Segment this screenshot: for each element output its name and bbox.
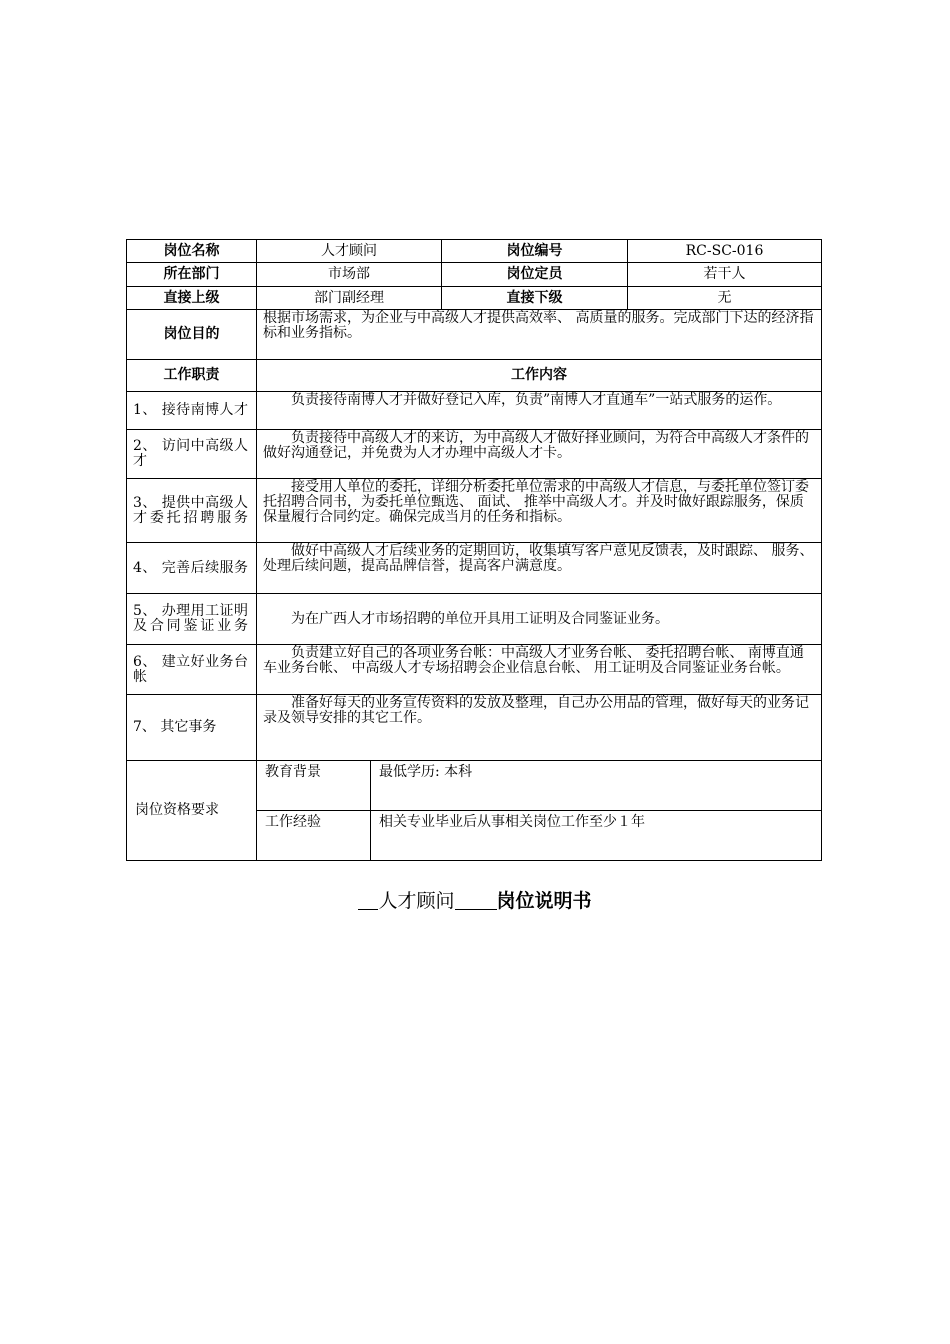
department-value: 市场部: [257, 263, 442, 287]
duty-title: 6、 建立好业务台帐: [127, 645, 257, 695]
duty-row: [127, 695, 822, 761]
headcount-value: 若干人: [628, 263, 822, 287]
duty-title: 4、 完善后续服务: [127, 543, 257, 594]
row-supervisor: [127, 287, 822, 310]
row-department: [127, 263, 822, 287]
title-underline: [455, 908, 497, 910]
duty-title: 7、 其它事务: [127, 695, 257, 761]
supervisor-label: 直接上级: [127, 287, 257, 310]
title-underline: [358, 908, 378, 910]
document-title: [0, 886, 950, 913]
duty-title: 5、 办理用工证明及合同鉴证业务: [127, 594, 257, 645]
position-name-label: 岗位名称: [127, 240, 257, 263]
duty-title: 1、 接待南博人才: [127, 392, 257, 430]
duty-row: [127, 430, 822, 479]
duties-header-right: 工作内容: [257, 360, 822, 392]
qualifications-label: 岗位资格要求: [127, 761, 257, 861]
duty-row: [127, 594, 822, 645]
row-duties-header: [127, 360, 822, 392]
headcount-label: 岗位定员: [442, 263, 628, 287]
duty-content: 接受用人单位的委托，详细分析委托单位需求的中高级人才信息，与委托单位签订委托招聘合同书，为委托单位甄选、 面试、 推举中高级人才。并及时做好跟踪服务，保质保量履行合同约定。确保完成当月的任务和指标。: [257, 479, 822, 543]
education-label: 教育背景: [257, 761, 371, 811]
duties-header-left: 工作职责: [127, 360, 257, 392]
row-education: [127, 761, 822, 811]
education-value: 最低学历: 本科: [371, 761, 822, 811]
supervisor-value: 部门副经理: [257, 287, 442, 310]
row-purpose: [127, 310, 822, 360]
position-code-label: 岗位编号: [442, 240, 628, 263]
duty-row: [127, 392, 822, 430]
purpose-label: 岗位目的: [127, 310, 257, 360]
duty-content: 负责接待南博人才并做好登记入库，负责”南博人才直通车”一站式服务的运作。: [257, 392, 822, 430]
purpose-text: 根据市场需求，为企业与中高级人才提供高效率、 高质量的服务。完成部门下达的经济指标和业务指标。: [257, 310, 822, 360]
duty-content: 做好中高级人才后续业务的定期回访，收集填写客户意见反馈表，及时跟踪、 服务、 处理后续问题，提高品牌信誉，提高客户满意度。: [257, 543, 822, 594]
title-suffix: 岗位说明书: [496, 890, 592, 912]
subordinate-label: 直接下级: [442, 287, 628, 310]
duty-content: 准备好每天的业务宣传资料的发放及整理，自己办公用品的管理，做好每天的业务记录及领导安排的其它工作。: [257, 695, 822, 761]
duty-row: [127, 543, 822, 594]
title-position: 人才顾问: [378, 890, 455, 912]
duty-row: [127, 645, 822, 695]
duty-content: 为在广西人才市场招聘的单位开具用工证明及合同鉴证业务。: [257, 594, 822, 645]
subordinate-value: 无: [628, 287, 822, 310]
duty-title: 2、 访问中高级人才: [127, 430, 257, 479]
experience-label: 工作经验: [257, 811, 371, 861]
job-description-table: [126, 239, 822, 861]
duty-content: 负责建立好自己的各项业务台帐：中高级人才业务台帐、 委托招聘台帐、 南博直通车业务台帐、 中高级人才专场招聘会企业信息台帐、 用工证明及合同鉴证业务台帐。: [257, 645, 822, 695]
row-position-name: [127, 240, 822, 263]
duty-content: 负责接待中高级人才的来访，为中高级人才做好择业顾问，为符合中高级人才条件的做好沟通登记，并免费为人才办理中高级人才卡。: [257, 430, 822, 479]
position-code-value: RC-SC-016: [628, 240, 822, 263]
department-label: 所在部门: [127, 263, 257, 287]
experience-value: 相关专业毕业后从事相关岗位工作至少１年: [371, 811, 822, 861]
duty-title: 3、 提供中高级人才委托招聘服务: [127, 479, 257, 543]
duty-row: [127, 479, 822, 543]
position-name-value: 人才顾问: [257, 240, 442, 263]
